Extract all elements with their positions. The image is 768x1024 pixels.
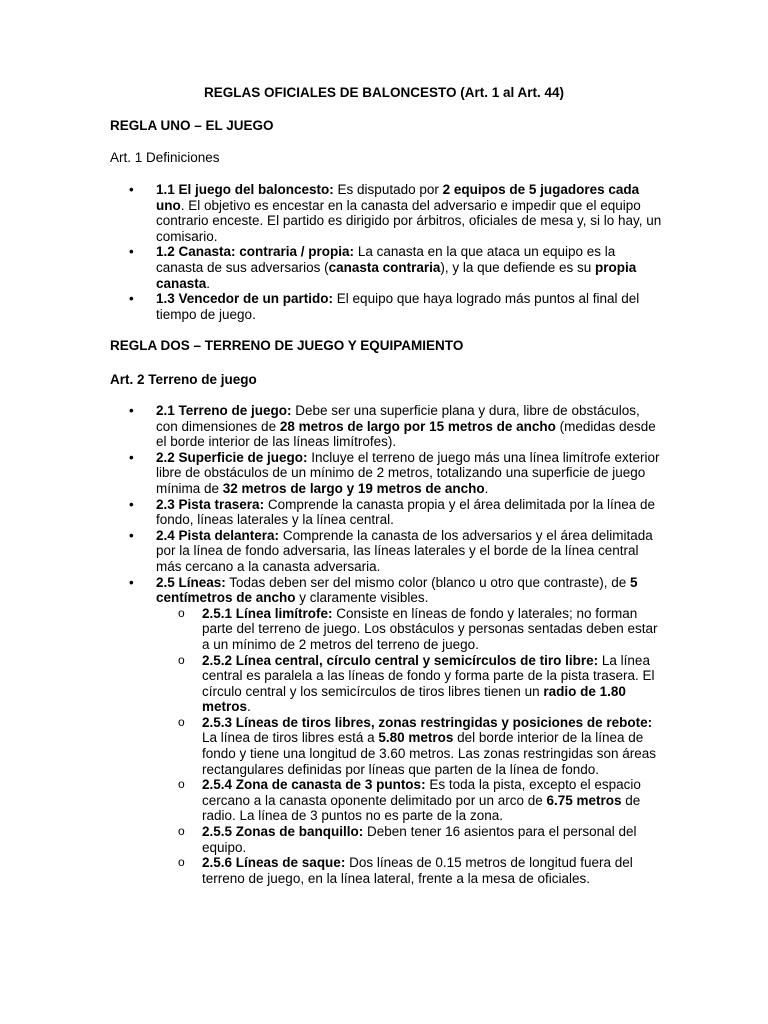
- item-text: Comprende la canasta de los adversarios y el área delimitada por la línea de fondo adversaria, las líneas laterales y el borde de la línea central más cercano a la canasta adversaria.: [156, 527, 653, 574]
- item-emphasis: 5.80 metros: [378, 730, 454, 746]
- list-item: [110, 291, 662, 322]
- item-label: 2.5 Líneas:: [156, 574, 226, 590]
- sublist-item: [156, 606, 662, 653]
- sublist-item: [156, 855, 662, 886]
- item-emphasis: propia canasta: [156, 259, 637, 291]
- list-item: [110, 528, 662, 575]
- list-item: [110, 497, 662, 528]
- sublist-item: [156, 653, 662, 715]
- item-label: 1.1 El juego del baloncesto:: [156, 182, 334, 197]
- item-text: Consiste en líneas de fondo y laterales; no forman parte del terreno de juego. Los obstáculos y personas sentadas deben estar a un mínimo de 2 metros del terreno de juego.: [202, 605, 658, 652]
- item-text: (medidas desde el borde interior de las líneas limítrofes).: [156, 418, 656, 450]
- item-label: 2.4 Pista delantera:: [156, 527, 280, 543]
- item-text: El equipo que haya logrado más puntos al final del tiempo de juego.: [156, 291, 640, 322]
- item-text: .: [484, 480, 489, 496]
- item-text: ), y la que defiende es su: [440, 259, 596, 275]
- item-text: y claramente visibles.: [295, 590, 429, 606]
- item-text: Todas deben ser del mismo color (blanco u otro que contraste), de: [225, 574, 631, 590]
- list-item: [110, 244, 662, 291]
- item-text: de radio. La línea de 3 puntos no es parte de la zona.: [202, 792, 641, 824]
- item-text: .: [247, 699, 251, 715]
- item-label: 2.5.2 Línea central, círculo central y semicírculos de tiro libre:: [202, 652, 599, 668]
- item-text: . El objetivo es encestar en la canasta del adversario e impedir que el equipo contrario enceste. El partido es dirigido por árbitros, oficiales de mesa y, si lo hay, un comisario.: [156, 197, 662, 244]
- item-label: 2.5.3 Líneas de tiros libres, zonas restringidas y posiciones de rebote:: [202, 714, 653, 730]
- article-1-title: Art. 1 Definiciones: [110, 150, 220, 165]
- item-text: La canasta en la que ataca un equipo es la canasta de sus adversarios (: [156, 244, 616, 275]
- item-label: 1.3 Vencedor de un partido:: [156, 291, 334, 307]
- item-text: Incluye el terreno de juego más una línea limítrofe exterior libre de obstáculos de un mínimo de 2 metros, totalizando una superficie de juego mínima de: [156, 449, 660, 496]
- item-label: 2.5.4 Zona de canasta de 3 puntos:: [202, 777, 426, 793]
- list-item: [110, 182, 662, 244]
- item-emphasis: 28 metros de largo por 15 metros de ancho: [279, 418, 556, 434]
- item-emphasis: 5 centímetros de ancho: [156, 574, 638, 606]
- item-emphasis: radio de 1.80 metros: [202, 683, 626, 715]
- item-label: 2.5.1 Línea limítrofe:: [202, 605, 333, 621]
- item-emphasis: 6.75 metros: [546, 792, 622, 808]
- item-text: Dos líneas de 0.15 metros de longitud fuera del terreno de juego, en la línea lateral, frente a la mesa de oficiales.: [202, 855, 633, 886]
- item-emphasis: 2 equipos de 5 jugadores cada uno: [156, 182, 640, 213]
- item-label: 2.5.5 Zonas de banquillo:: [202, 824, 364, 840]
- article-2-list: [110, 403, 662, 886]
- item-text: Es disputado por: [333, 182, 443, 197]
- article-2-title: Art. 2 Terreno de juego: [110, 372, 257, 387]
- item-text: Deben tener 16 asientos para el personal del equipo.: [202, 824, 637, 855]
- sublist-item: [156, 824, 662, 855]
- article-1-list: [110, 182, 662, 322]
- item-emphasis: 32 metros de largo y 19 metros de ancho: [222, 480, 485, 496]
- item-label: 2.1 Terreno de juego:: [156, 403, 292, 418]
- list-item: [110, 403, 662, 450]
- rule-one-heading: REGLA UNO – EL JUEGO: [110, 118, 274, 133]
- sublist-item: [156, 715, 662, 777]
- item-label: 1.2 Canasta: contraria / propia:: [156, 244, 355, 260]
- item-label: 2.2 Superficie de juego:: [156, 449, 308, 465]
- sublist-item: [156, 777, 662, 824]
- article-2-heading: [110, 372, 257, 388]
- list-item: [110, 450, 662, 497]
- document-title: REGLAS OFICIALES DE BALONCESTO (Art. 1 al Art. 44): [203, 85, 565, 100]
- rule-two-heading: REGLA DOS – TERRENO DE JUEGO Y EQUIPAMIENTO: [110, 338, 464, 353]
- item-text: del borde interior de la línea de fondo y tiene una longitud de 3.60 metros. Las zonas restringidas son áreas rectangulares definidas por líneas que parten de la línea de fondo.: [202, 730, 657, 777]
- item-emphasis: canasta contraria: [328, 259, 441, 275]
- article-1-heading: [110, 150, 220, 166]
- item-text: La línea de tiros libres está a: [202, 730, 379, 746]
- item-text: Comprende la canasta propia y el área delimitada por la línea de fondo, líneas laterales y la línea central.: [156, 496, 656, 528]
- item-text: Debe ser una superficie plana y dura, libre de obstáculos, con dimensiones de: [156, 403, 640, 434]
- list-item: [110, 575, 662, 887]
- item-label: 2.5.6 Líneas de saque:: [202, 855, 346, 871]
- item-label: 2.3 Pista trasera:: [156, 496, 265, 512]
- lines-sublist: [156, 606, 662, 887]
- item-text: La línea central es paralela a las líneas de fondo y forma parte de la pista trasera. El círculo central y los semicírculos de tiros libres tienen un: [202, 652, 655, 699]
- item-text: .: [206, 275, 211, 291]
- item-text: Es toda la pista, excepto el espacio cercano a la canasta oponente delimitado por un arco de: [202, 777, 641, 808]
